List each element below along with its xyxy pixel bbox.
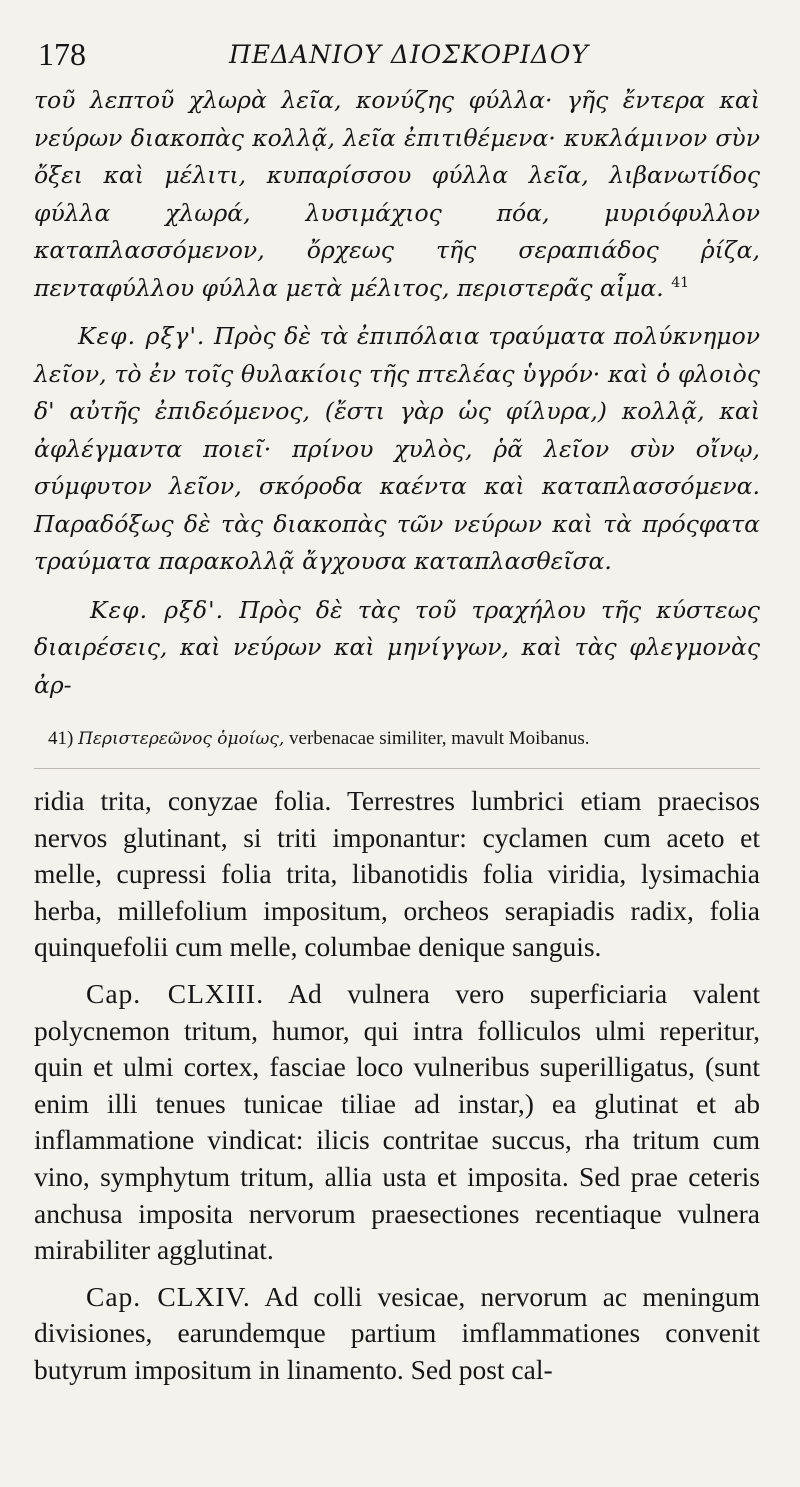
greek-chapter-text: Πρὸς δὲ τὰ ἐπιπόλαια τραύματα πολύκνημον λεῖον, τὸ ἐν τοῖς θυλακίοις τῆς πτελέας ὑγρόν· καὶ ὁ φλοιὸς δ' αὐτῆς ἐπιδεόμενος, (ἔστι γὰρ ὡς φίλυρα,) κολλᾷ, καὶ ἀφλέγμαντα ποιεῖ· πρίνου χυλὸς, ῥᾶ λεῖον σὺν οἴνῳ, σύμφυτον λεῖον, σκόροδα καέντα καὶ καταπλασσόμενα. Παραδόξως δὲ τὰς διακοπὰς τῶν νεύρων καὶ τὰ πρόςφατα τραύματα παρακολλᾷ ἄγχουσα καταπλασθεῖσα. xyxy=(34,322,761,575)
latin-chapter-text: Ad colli vesicae, nervorum ac meningum divisiones, earundemque partium imflammationes convenit butyrum impositum in linamento. Sed post cal- xyxy=(34,1280,760,1385)
footnote xyxy=(48,726,760,752)
greek-paragraph xyxy=(34,82,760,307)
chapter-number: Cap. CLXIII. xyxy=(86,977,265,1009)
page-header xyxy=(34,30,760,80)
latin-chapter xyxy=(34,1279,760,1389)
greek-chapter xyxy=(34,592,760,705)
footnote-reference: 41 xyxy=(671,274,690,291)
latin-text xyxy=(34,783,760,1389)
chapter-number: Cap. CLXIV. xyxy=(86,1280,251,1312)
section-divider xyxy=(34,768,760,769)
running-head: ΠΕΔΑΝΙΟΥ ΔΙΟΣΚΟΡΙΔΟΥ xyxy=(229,40,589,69)
chapter-number: Κεφ. ρξγ'. xyxy=(78,322,206,350)
page-number: 178 xyxy=(38,36,86,72)
footnote-greek-word: Περιστερεῶνος ὁμοίως, xyxy=(78,729,285,749)
chapter-number: Κεφ. ρξδ'. xyxy=(90,595,225,624)
latin-chapter xyxy=(34,976,760,1269)
footnote-text: verbenacae similiter, mavult Moibanus. xyxy=(289,728,590,749)
greek-paragraph-text: τοῦ λεπτοῦ χλωρὰ λεῖα, κονύζης φύλλα· γῆς ἔντερα καὶ νεύρων διακοπὰς κολλᾷ, λεῖα ἐπιτιθέμενα· κυκλάμινον σὺν ὄξει καὶ μέλιτι, κυπαρίσσου φύλλα λεῖα, λιβανωτίδος φύλλα χλωρά, λυσιμάχιος πόα, μυριόφυλλον καταπλασσόμενον, ὄρχεως τῆς σεραπιάδος ῥίζα, πενταφύλλου φύλλα μετὰ μέλιτος, περιστερᾶς αἷμα. xyxy=(34,86,760,302)
greek-chapter xyxy=(34,318,760,581)
latin-paragraph: ridia trita, conyzae folia. Terrestres lumbrici etiam praecisos nervos glutinant, si triti imponantur: cyclamen cum aceto et melle, cupressi folia trita, libanotidis folia viridia, lysimachia herba, millefolium impositum, orcheos serapiadis radix, folia quinquefolii cum melle, columbae denique sanguis. xyxy=(34,785,760,963)
latin-chapter-text: Ad vulnera vero superficiaria valent polycnemon tritum, humor, qui intra folliculos ulmi reperitur, quin et ulmi cortex, fasciae loco vulneribus superilligatus, (sunt enim illi tenues tunicae tiliae ad instar,) ea glutinat et ab inflammatione vindicat: ilicis contritae succus, rha tritum cum vino, symphytum tritum, allia usta et imposita. Sed prae ceteris anchusa imposita nervorum praesectiones recentiaque vulnera mirabiliter agglutinat. xyxy=(34,977,761,1266)
greek-text xyxy=(34,82,760,704)
footnote-marker: 41) xyxy=(48,728,74,749)
greek-chapter-text: Πρὸς δὲ τὰς τοῦ τραχήλου τῆς κύστεως διαιρέσεις, καὶ νεύρων καὶ μηνίγγων, καὶ τὰς φλεγμονὰς ἀρ- xyxy=(34,595,760,699)
